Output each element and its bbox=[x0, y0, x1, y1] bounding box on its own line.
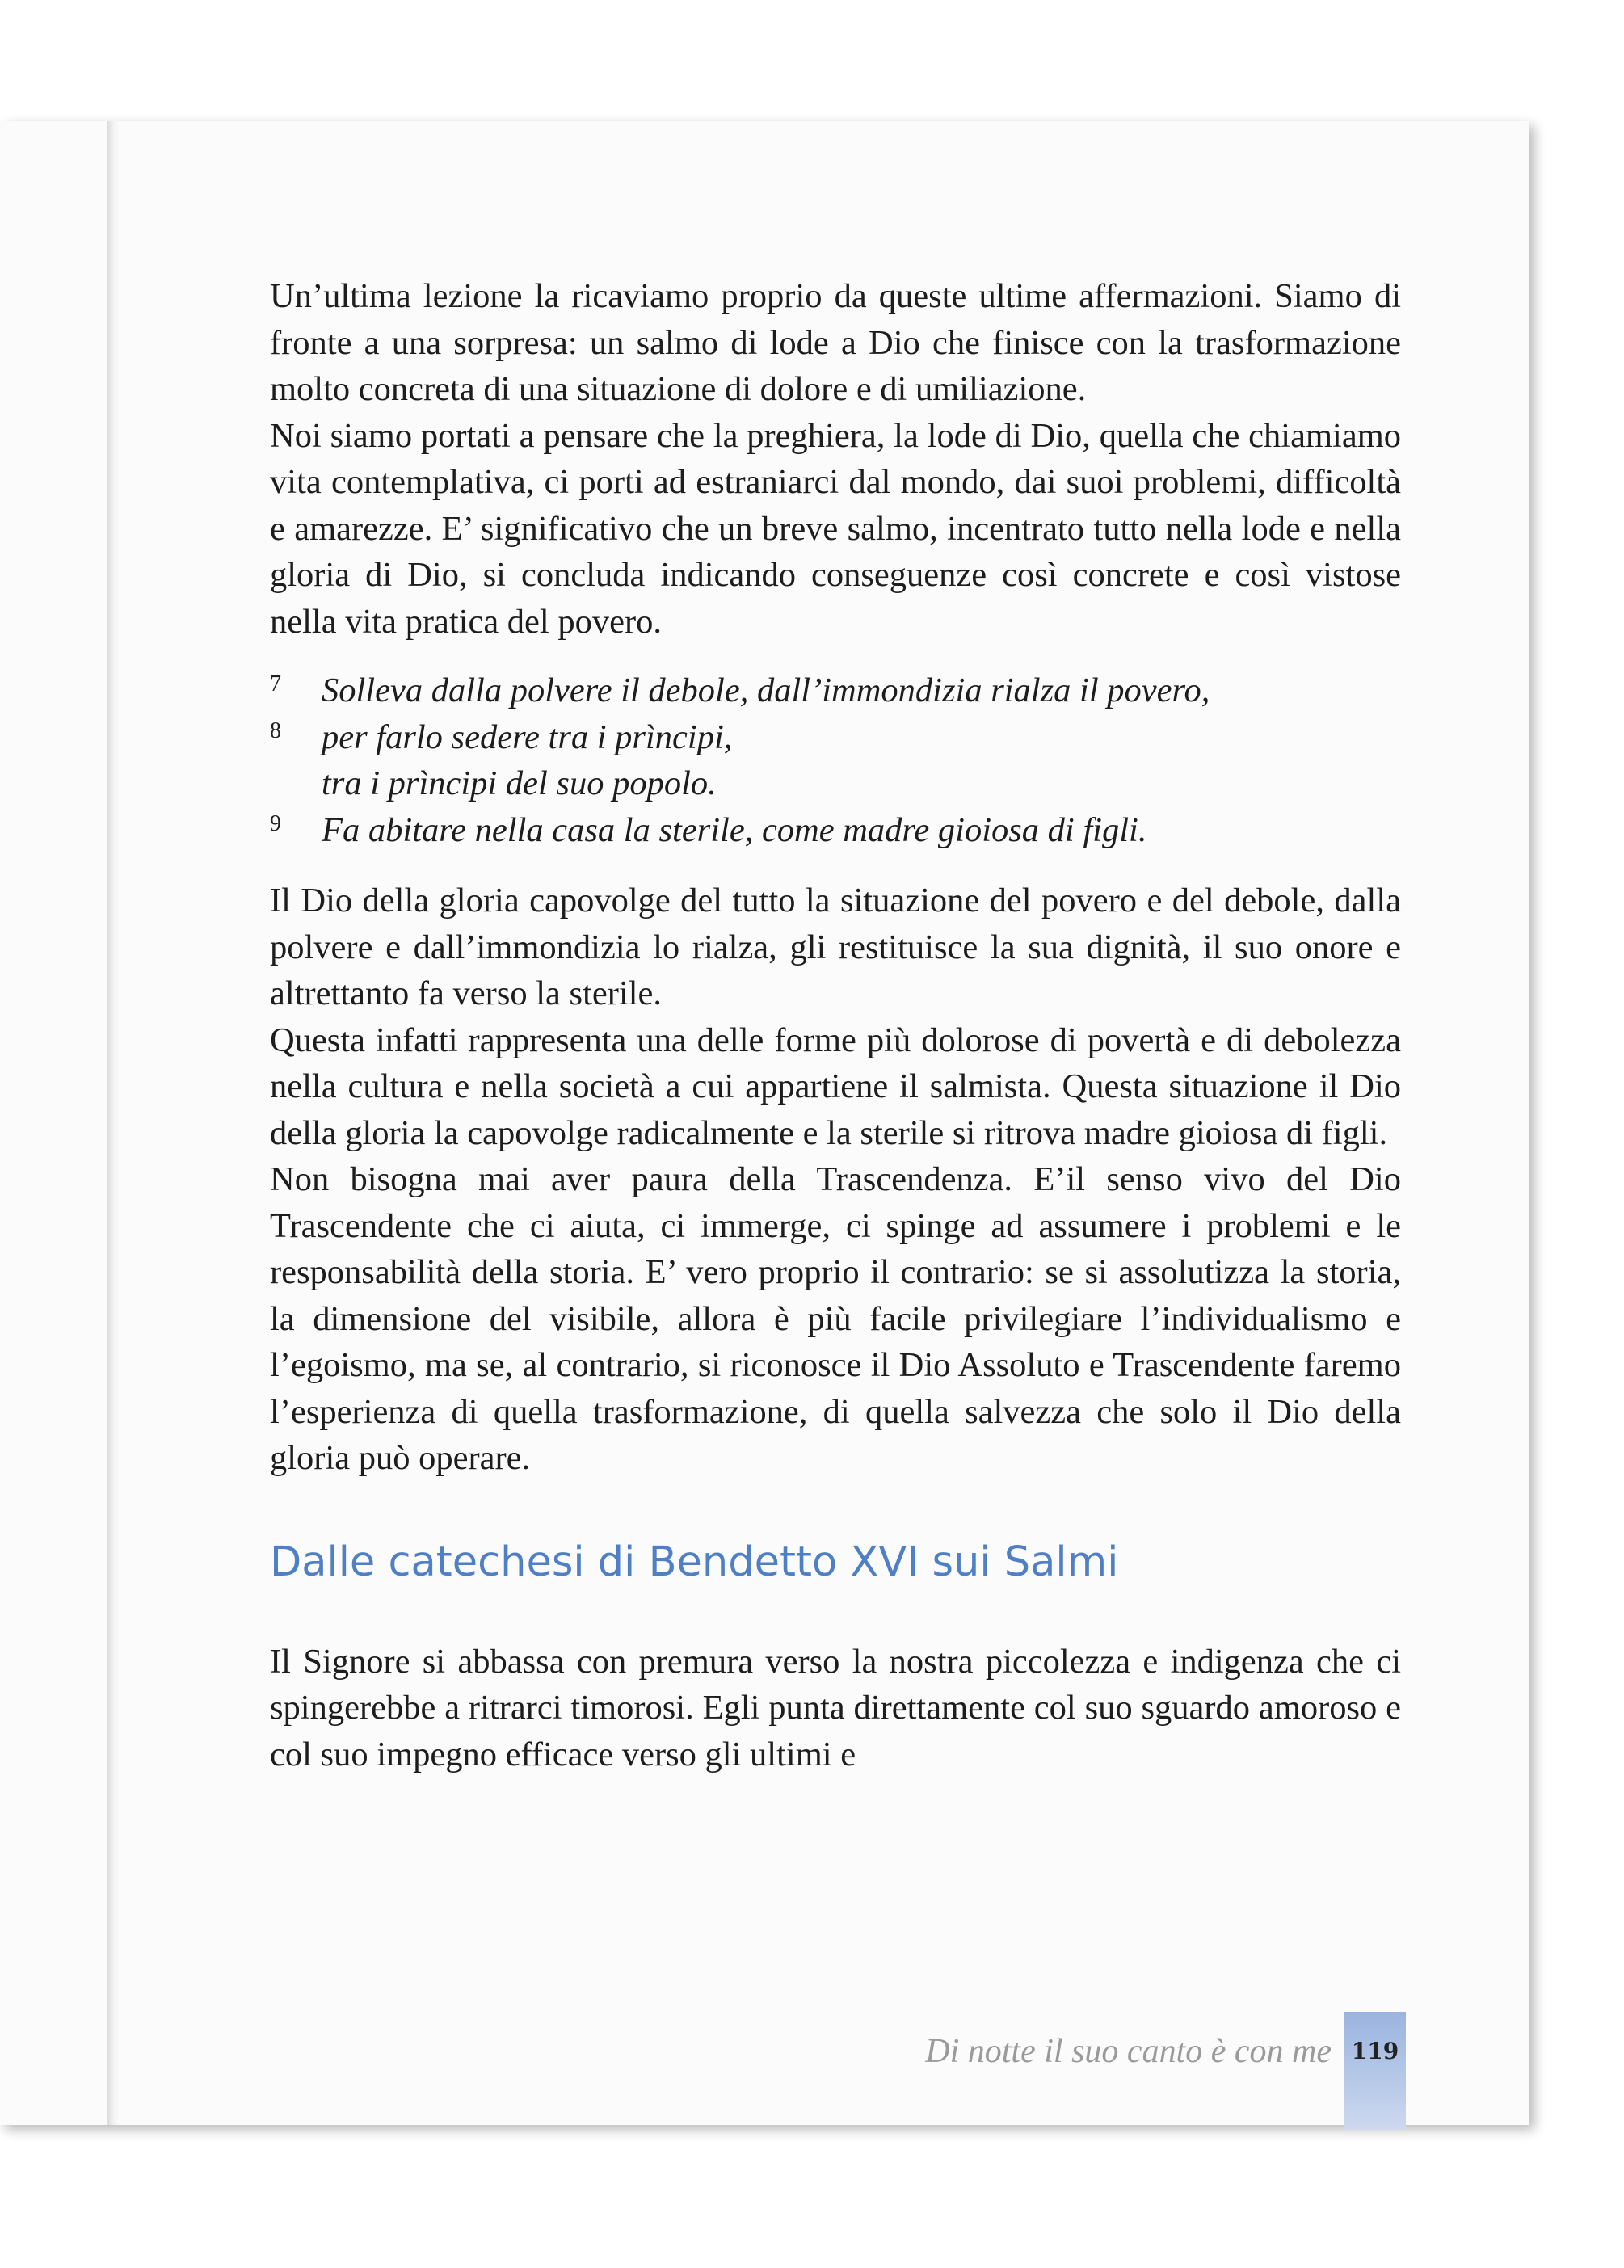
page-number: 119 bbox=[1351, 2038, 1399, 2064]
paragraph-barren: Questa infatti rappresenta una delle forme più dolorose di povertà e di debolezza nella cultura e nella società a cui appartiene il salmista. Questa situazione il Dio della gloria la capovolge radicalmente e la sterile si ritrova madre gioiosa di figli. bbox=[270, 1020, 1401, 1152]
page-content bbox=[270, 273, 1401, 1778]
paragraph-god-of-glory: Il Dio della gloria capovolge del tutto la situazione del povero e del debole, dalla polvere e dall’immondizia lo rialza, gli restituisce la sua dignità, il suo onore e altrettanto fa verso la sterile. bbox=[270, 882, 1401, 1012]
paragraph-last-lesson: Un’ultima lezione la ricaviamo proprio da queste ultime affermazioni. Siamo di fronte a una sorpresa: un salmo di lode a Dio che finisce con la trasformazione molto concreta di una situazione di dolore e di umiliazione. bbox=[270, 277, 1401, 408]
page-number-tab bbox=[1344, 2012, 1406, 2130]
verse-text: Fa abitare nella casa la sterile, come madre gioiosa di figli. bbox=[322, 810, 1147, 849]
verse-text: Solleva dalla polvere il debole, dall’immondizia rialza il povero, bbox=[322, 671, 1210, 709]
page-footer bbox=[925, 2012, 1406, 2130]
verse-7 bbox=[270, 667, 1401, 714]
verse-number: 7 bbox=[270, 671, 281, 696]
paragraph-catechesis: Il Signore si abbassa con premura verso la nostra piccolezza e indigenza che ci spingerebbe a ritrarci timorosi. Egli punta direttamente col suo sguardo amoroso e col suo impegno efficace verso gli ultimi e bbox=[270, 1642, 1401, 1774]
psalm-verses bbox=[270, 667, 1401, 853]
verse-text: per farlo sedere tra i prìncipi, bbox=[322, 717, 733, 756]
verse-number: 9 bbox=[270, 810, 281, 836]
verse-8-continued bbox=[270, 760, 1401, 807]
paragraph-prayer: Noi siamo portati a pensare che la preghiera, la lode di Dio, quella che chiamiamo vita contemplativa, ci porti ad estraniarci dal mondo, dai suoi problemi, difficoltà e amarezze. E’ significativo che un breve salmo, incentrato tutto nella lode e nella gloria di Dio, si concluda indicando conseguenze così concrete e così vistose nella vita pratica del povero. bbox=[270, 416, 1401, 641]
paragraph-transcendence: Non bisogna mai aver paura della Trascendenza. E’il senso vivo del Dio Trascendente che ci aiuta, ci immerge, ci spinge ad assumere i problemi e le responsabilità della storia. E’ vero proprio il contrario: se si assolutizza la storia, la dimensione del visibile, allora è più facile privilegiare l’individualismo e l’egoismo, ma se, al contrario, si riconosce il Dio Assoluto e Trascendente faremo l’esperienza di quella trasformazione, di quella salvezza che solo il Dio della gloria può operare. bbox=[270, 1160, 1401, 1477]
page-spine bbox=[107, 121, 120, 2125]
verse-text: tra i prìncipi del suo popolo. bbox=[322, 764, 717, 802]
verse-9 bbox=[270, 807, 1401, 854]
verse-number: 8 bbox=[270, 717, 281, 743]
verse-8 bbox=[270, 714, 1401, 761]
running-title: Di notte il suo canto è con me bbox=[925, 2033, 1332, 2070]
section-heading: Dalle catechesi di Bendetto XVI sui Salmi bbox=[270, 1538, 1119, 1586]
